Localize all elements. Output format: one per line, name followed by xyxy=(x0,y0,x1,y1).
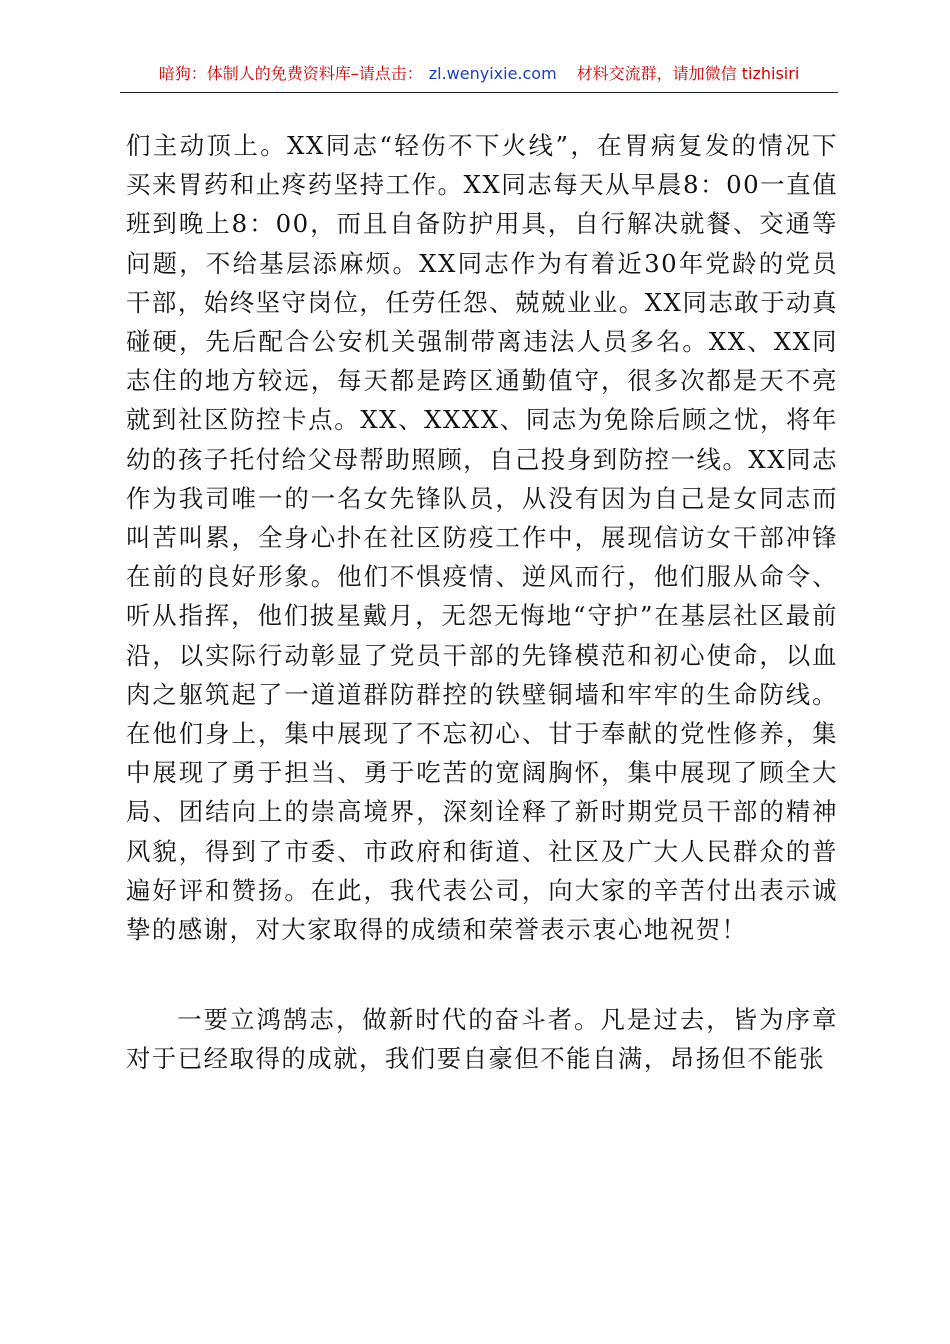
document-body xyxy=(126,126,838,1079)
header-prompt: –请点击： xyxy=(350,64,423,83)
header-link[interactable]: zl.wenyixie.com xyxy=(428,64,557,83)
paragraph-2: 一要立鸿鹄志，做新时代的奋斗者。凡是过去，皆为序章对于已经取得的成就，我们要自豪但不能自满，昂扬但不能张 xyxy=(126,1005,838,1074)
header-contact: 材料交流群，请加微信 tizhisiri xyxy=(576,64,800,83)
paragraph-1: 们主动顶上。XX同志“轻伤不下火线”，在胃病复发的情况下买来胃药和止疼药坚持工作。XX同志每天从早晨8：00一直值班到晚上8：00，而且自备防护用具，自行解决就餐、交通等问题，不给基层添麻烦。XX同志作为有着近30年党龄的党员干部，始终坚守岗位，任劳任怨、兢兢业业。XX同志敢于动真碰硬，先后配合公安机关强制带离违法人员多名。XX、XX同志住的地方较远，每天都是跨区通勤值守，很多次都是天不亮就到社区防控卡点。XX、XXXX、同志为免除后顾之忧，将年幼的孩子托付给父母帮助照顾，自己投身到防控一线。XX同志作为我司唯一的一名女先锋队员，从没有因为自己是女同志而叫苦叫累，全身心扑在社区防疫工作中，展现信访女干部冲锋在前的良好形象。他们不惧疫情、逆风而行，他们服从命令、听从指挥，他们披星戴月，无怨无悔地“守护”在基层社区最前沿，以实际行动彰显了党员干部的先锋模范和初心使命，以血肉之躯筑起了一道道群防群控的铁壁铜墙和牢牢的生命防线。在他们身上，集中展现了不忘初心、甘于奉献的党性修养，集中展现了勇于担当、勇于吃苦的宽阔胸怀，集中展现了顾全大局、团结向上的崇高境界，深刻诠释了新时期党员干部的精神风貌，得到了市委、市政府和街道、社区及广大人民群众的普遍好评和赞扬。在此，我代表公司，向大家的辛苦付出表示诚挚的感谢，对大家取得的成绩和荣誉表示衷心地祝贺！ xyxy=(126,131,838,945)
header-site-title: 暗狗：体制人的免费资料库 xyxy=(158,64,351,83)
page-header xyxy=(120,62,838,93)
